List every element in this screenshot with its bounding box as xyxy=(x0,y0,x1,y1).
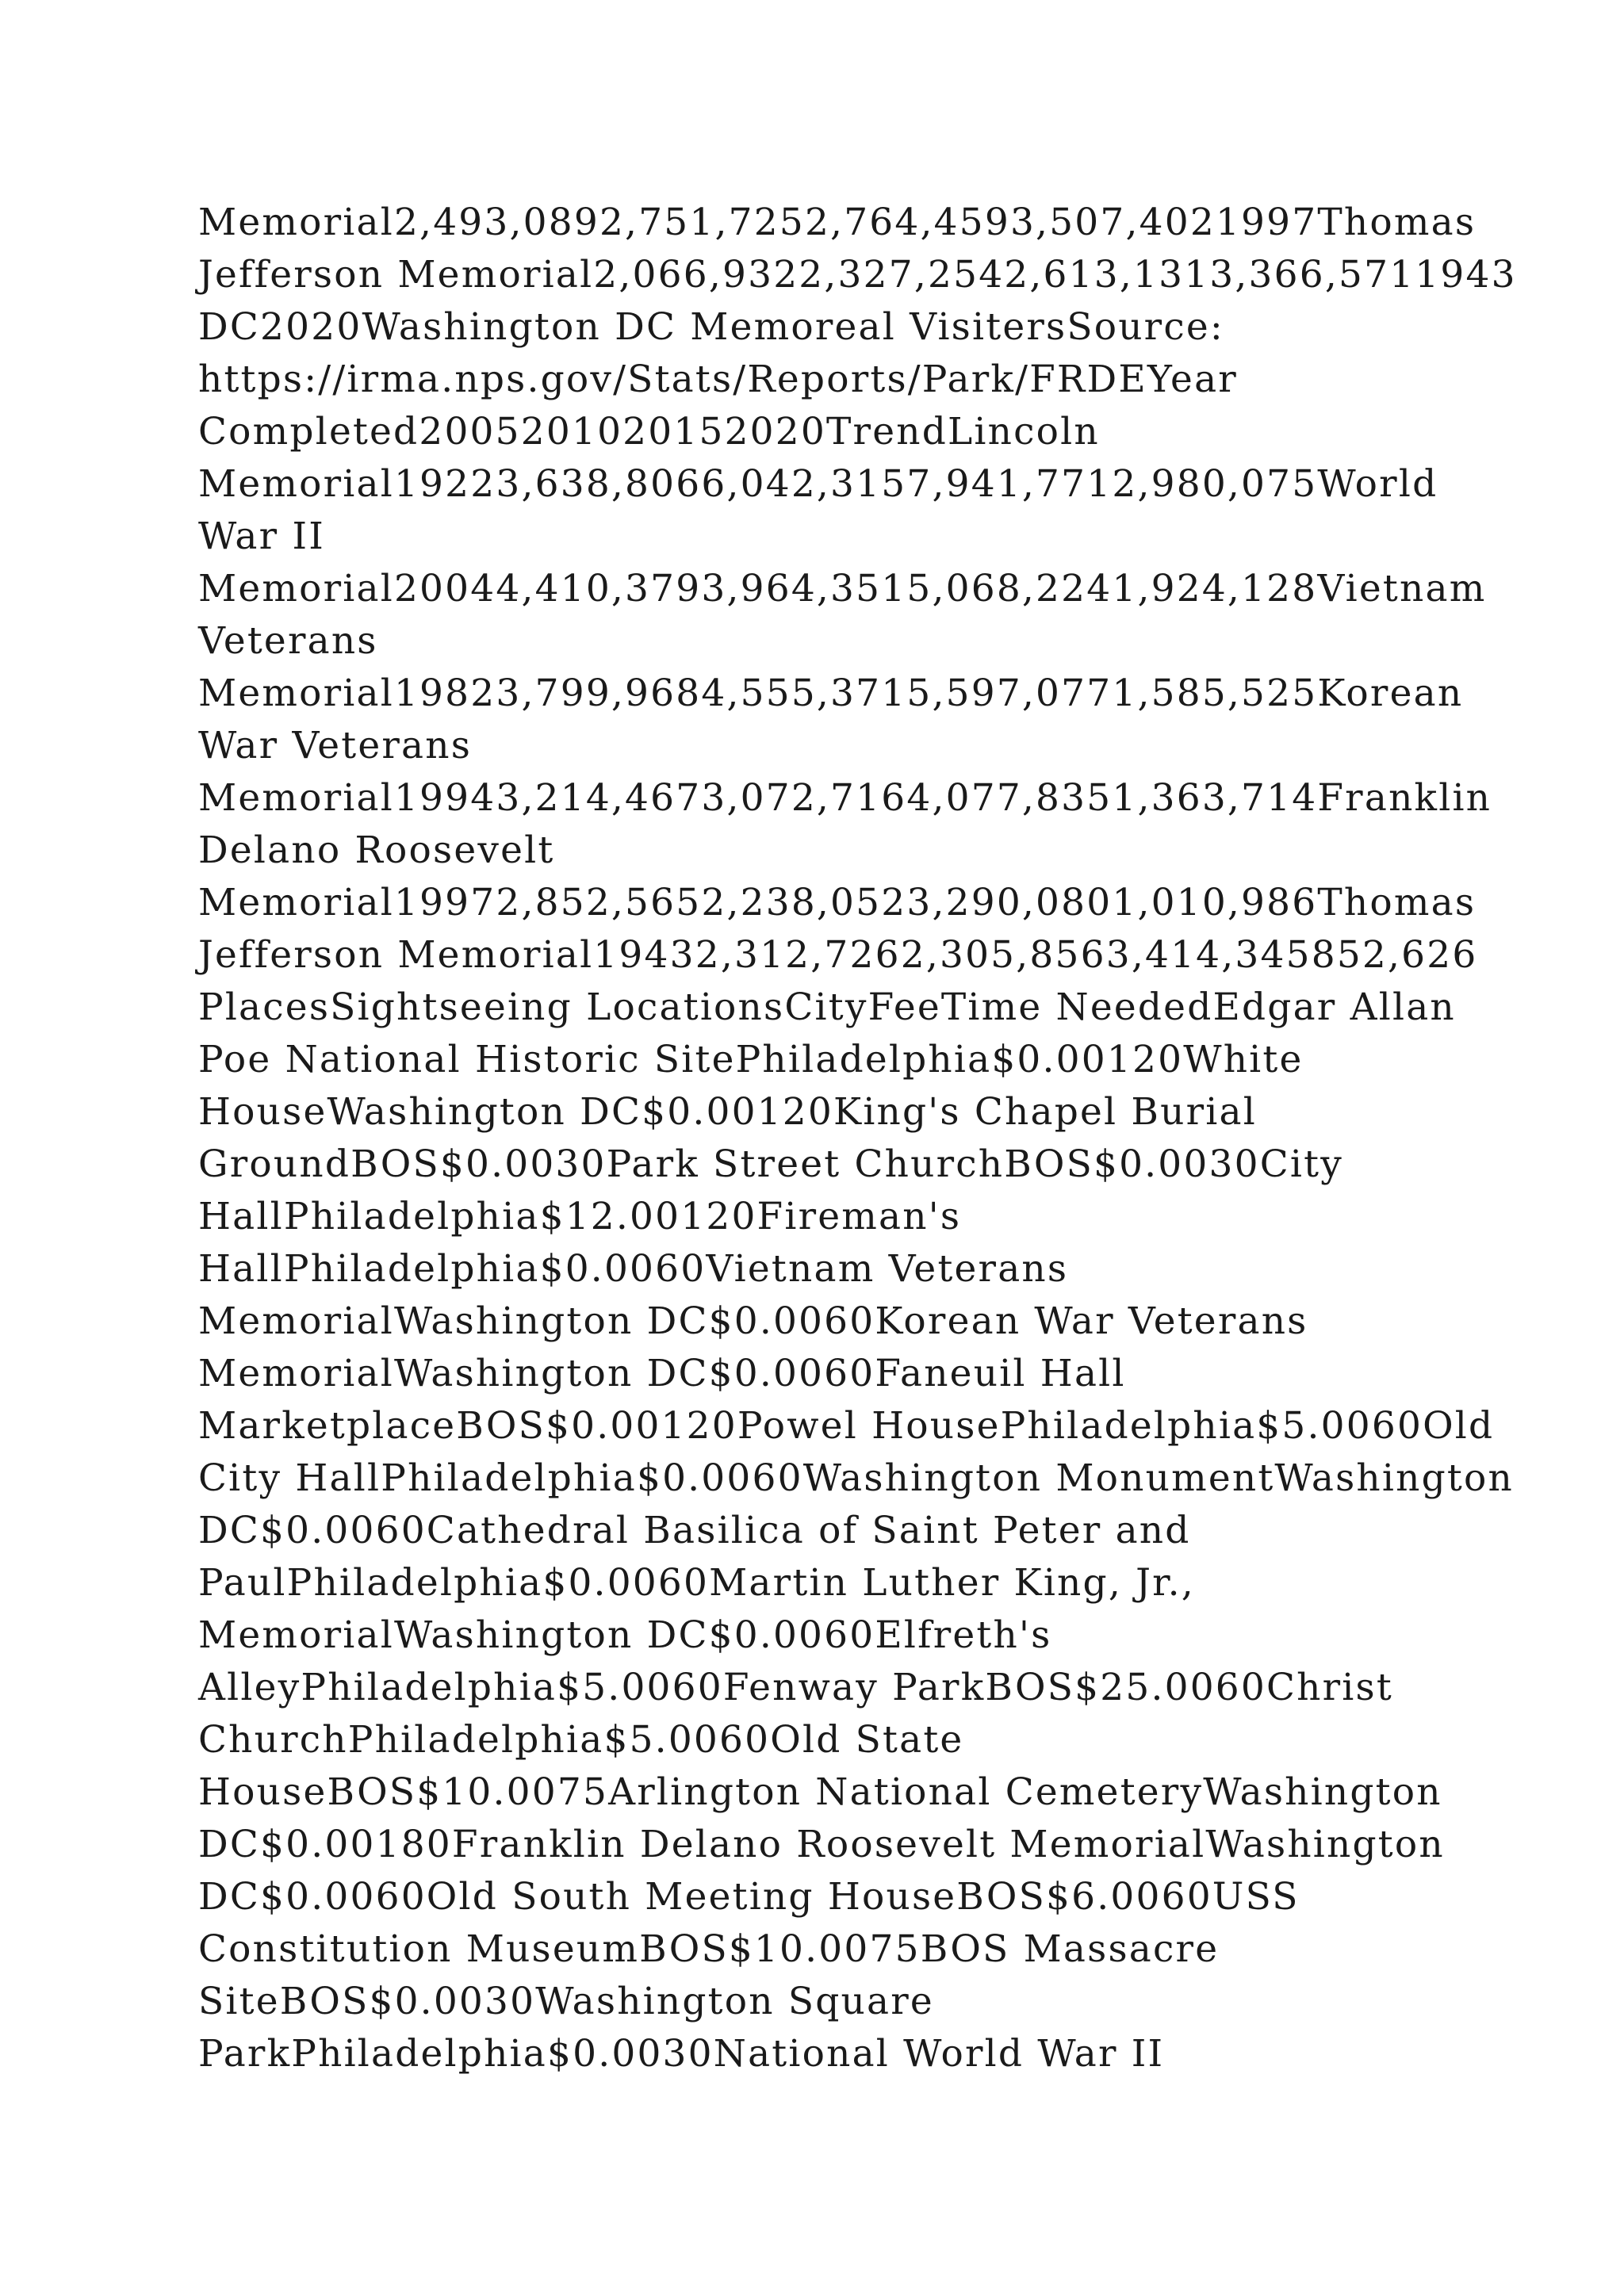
text-line: HouseWashington DC$0.00120King's Chapel Burial xyxy=(198,1090,1257,1134)
text-line: Memorial2,493,0892,751,7252,764,4593,507,4021997Thomas xyxy=(198,201,1477,244)
text-line: Memorial20044,410,3793,964,3515,068,2241,924,128Vietnam xyxy=(198,567,1487,610)
text-line: War II xyxy=(198,515,325,558)
text-line: Memorial19972,852,5652,238,0523,290,0801,010,986Thomas xyxy=(198,881,1477,924)
text-line: MemorialWashington DC$0.0060Faneuil Hall xyxy=(198,1352,1126,1395)
text-line: GroundBOS$0.0030Park Street ChurchBOS$0.0030City xyxy=(198,1142,1343,1186)
text-line: HouseBOS$10.0075Arlington National CemeteryWashington xyxy=(198,1770,1442,1814)
text-line: Veterans xyxy=(198,619,378,663)
text-line: DC$0.0060Old South Meeting HouseBOS$6.0060USS xyxy=(198,1875,1300,1919)
text-line: https://irma.nps.gov/Stats/Reports/Park/FRDEYear xyxy=(198,358,1238,401)
text-line: Delano Roosevelt xyxy=(198,828,555,872)
text-line: Memorial19823,799,9684,555,3715,597,0771,585,525Korean xyxy=(198,672,1464,715)
text-line: MarketplaceBOS$0.00120Powel HousePhiladelphia$5.0060Old xyxy=(198,1404,1495,1448)
text-line: Memorial19223,638,8066,042,3157,941,7712,980,075World xyxy=(198,462,1438,506)
text-line: SiteBOS$0.0030Washington Square xyxy=(198,1980,934,2023)
text-line: HallPhiladelphia$0.0060Vietnam Veterans xyxy=(198,1247,1069,1291)
text-line: City HallPhiladelphia$0.0060Washington MonumentWashington xyxy=(198,1456,1514,1500)
text-line: Jefferson Memorial19432,312,7262,305,8563,414,345852,626 xyxy=(198,933,1478,977)
text-line: HallPhiladelphia$12.00120Fireman's xyxy=(198,1195,962,1238)
text-line: PlacesSightseeing LocationsCityFeeTime NeededEdgar Allan xyxy=(198,985,1456,1029)
text-line: DC$0.00180Franklin Delano Roosevelt MemorialWashington xyxy=(198,1823,1445,1866)
text-line: Memorial19943,214,4673,072,7164,077,8351,363,714Franklin xyxy=(198,776,1492,820)
text-line: War Veterans xyxy=(198,724,473,767)
text-line: DC2020Washington DC Memoreal VisitersSource: xyxy=(198,305,1224,349)
text-line: Poe National Historic SitePhiladelphia$0.00120White xyxy=(198,1038,1304,1081)
text-line: ChurchPhiladelphia$5.0060Old State xyxy=(198,1718,964,1762)
text-line: MemorialWashington DC$0.0060Korean War Veterans xyxy=(198,1299,1308,1343)
text-line: Constitution MuseumBOS$10.0075BOS Massacre xyxy=(198,1927,1220,1971)
text-line: DC$0.0060Cathedral Basilica of Saint Peter and xyxy=(198,1509,1191,1552)
text-line: Jefferson Memorial2,066,9322,327,2542,613,1313,366,5711943 xyxy=(198,253,1517,297)
text-line: Completed2005201020152020TrendLincoln xyxy=(198,410,1100,453)
text-line: MemorialWashington DC$0.0060Elfreth's xyxy=(198,1613,1052,1657)
text-line: AlleyPhiladelphia$5.0060Fenway ParkBOS$25.0060Christ xyxy=(198,1666,1393,1709)
text-line: PaulPhiladelphia$0.0060Martin Luther King, Jr., xyxy=(198,1561,1195,1605)
text-line: ParkPhiladelphia$0.0030National World War II xyxy=(198,2032,1165,2076)
document-body-text xyxy=(198,197,1517,2080)
